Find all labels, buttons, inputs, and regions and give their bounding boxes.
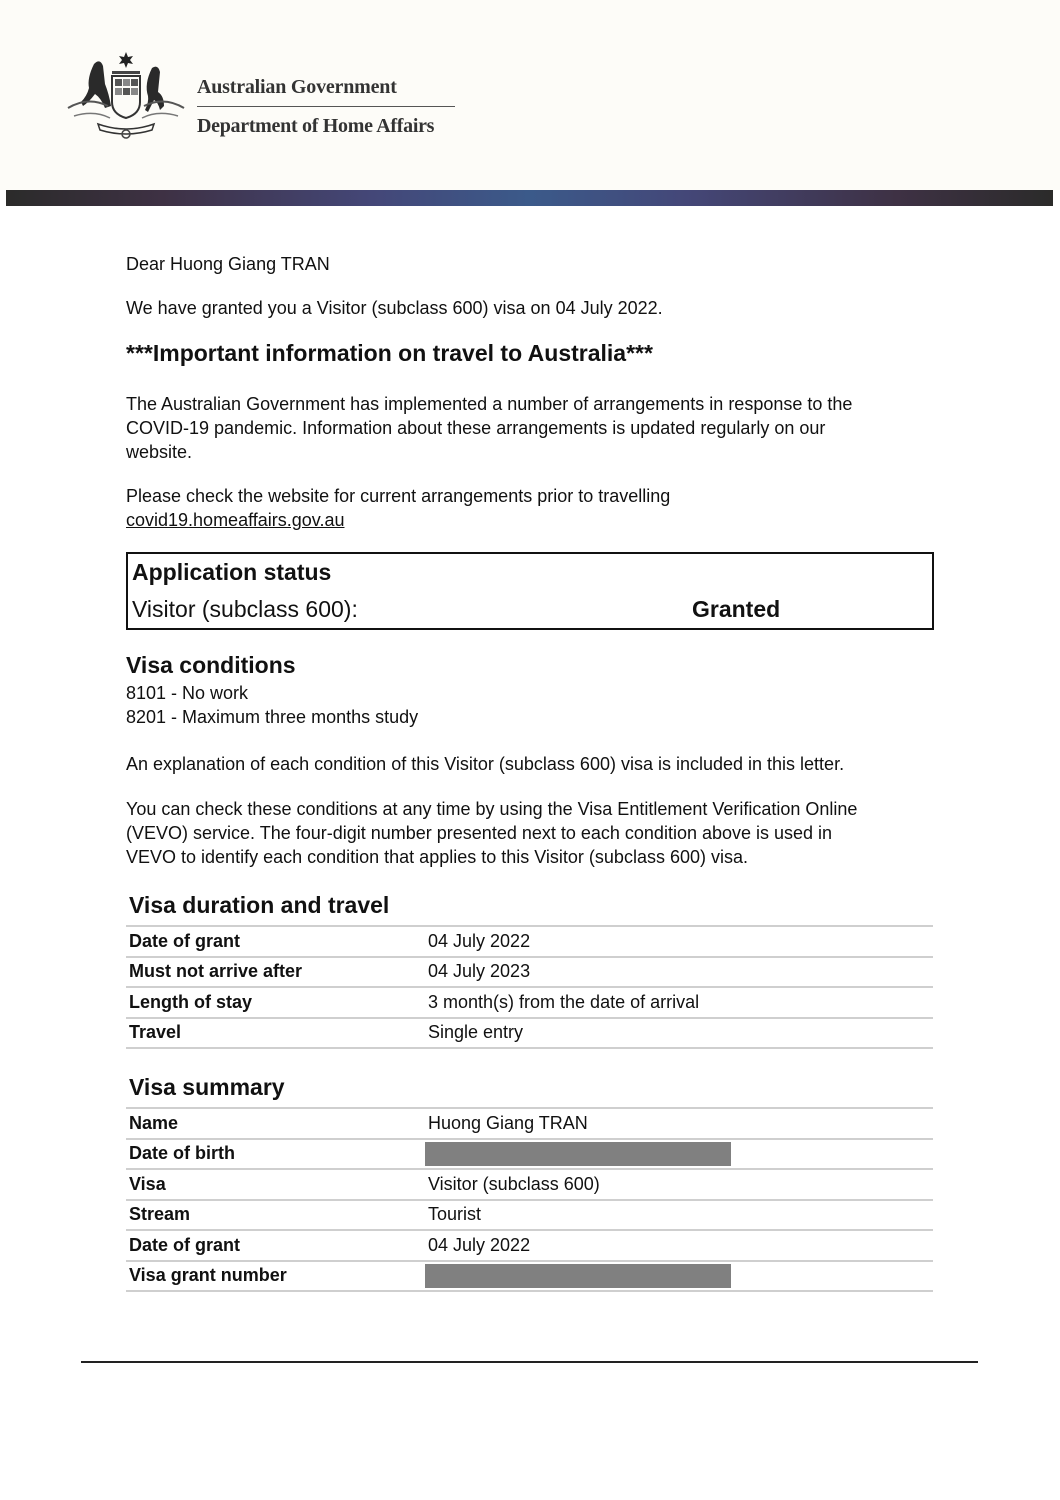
title-divider — [197, 106, 455, 107]
redacted-date-of-birth — [425, 1142, 731, 1166]
row-key: Stream — [129, 1204, 191, 1225]
covid-paragraph-line-3: website. — [126, 442, 193, 462]
condition-item: 8201 - Maximum three months study — [126, 707, 419, 727]
table-row — [126, 1201, 933, 1232]
salutation: Dear Huong Giang TRAN — [126, 254, 330, 274]
table-row — [126, 988, 933, 1019]
row-value: Visitor (subclass 600) — [428, 1173, 600, 1194]
row-key: Date of birth — [129, 1143, 235, 1164]
table-row — [126, 1262, 933, 1293]
header-band — [6, 190, 1053, 206]
row-key: Name — [129, 1112, 179, 1133]
row-key: Length of stay — [129, 991, 253, 1012]
table-row — [126, 1109, 933, 1140]
table-row — [126, 927, 933, 958]
application-status-box — [126, 552, 934, 630]
grant-sentence: We have granted you a Visitor (subclass 600) visa on 04 July 2022. — [126, 298, 663, 318]
duration-heading: Visa duration and travel — [129, 892, 390, 918]
vevo-paragraph-line-2: (VEVO) service. The four-digit number presented next to each condition above is used in — [126, 823, 833, 843]
footer-divider — [81, 1361, 978, 1363]
conditions-explanation: An explanation of each condition of this Visitor (subclass 600) visa is included in this letter. — [126, 754, 845, 774]
table-row — [126, 1019, 933, 1050]
covid-paragraph-line-1: The Australian Government has implemented a number of arrangements in response to the — [126, 394, 853, 414]
government-title-block — [197, 76, 455, 138]
table-row — [126, 1140, 933, 1171]
row-key: Travel — [129, 1022, 182, 1043]
table-row — [126, 1231, 933, 1262]
summary-heading: Visa summary — [129, 1074, 285, 1100]
application-status-label: Visitor (subclass 600): — [132, 596, 358, 622]
row-key: Must not arrive after — [129, 961, 303, 982]
application-status-value: Granted — [692, 596, 781, 622]
department-name: Department of Home Affairs — [197, 115, 435, 137]
row-key: Visa grant number — [129, 1265, 287, 1286]
redacted-visa-grant-number — [425, 1264, 731, 1288]
application-status-title: Application status — [132, 559, 332, 585]
coat-of-arms-icon — [64, 50, 188, 142]
row-value: Tourist — [428, 1204, 482, 1225]
vevo-paragraph-line-3: VEVO to identify each condition that applies to this Visitor (subclass 600) visa. — [126, 847, 748, 867]
row-key: Date of grant — [129, 1234, 241, 1255]
government-name: Australian Government — [197, 76, 397, 98]
visa-conditions-heading: Visa conditions — [126, 652, 296, 678]
row-value: 3 month(s) from the date of arrival — [428, 991, 700, 1012]
row-value: 04 July 2022 — [428, 930, 531, 951]
row-key: Date of grant — [129, 930, 241, 951]
covid-paragraph-line-2: COVID-19 pandemic. Information about these arrangements is updated regularly on our — [126, 418, 826, 438]
row-value: 04 July 2023 — [428, 961, 531, 982]
table-row — [126, 1170, 933, 1201]
row-value: 04 July 2022 — [428, 1234, 531, 1255]
covid-website-link[interactable]: covid19.homeaffairs.gov.au — [126, 510, 345, 530]
duration-table — [126, 925, 933, 1049]
letterhead — [0, 0, 1060, 190]
summary-table — [126, 1107, 933, 1292]
vevo-paragraph-line-1: You can check these conditions at any time by using the Visa Entitlement Verification Online — [126, 799, 858, 819]
row-value: Huong Giang TRAN — [428, 1112, 588, 1133]
important-heading: ***Important information on travel to Australia*** — [126, 340, 653, 366]
table-row — [126, 958, 933, 989]
row-key: Visa — [129, 1173, 166, 1194]
condition-item: 8101 - No work — [126, 683, 249, 703]
check-website-text: Please check the website for current arrangements prior to travelling — [126, 486, 671, 506]
row-value: Single entry — [428, 1022, 524, 1043]
